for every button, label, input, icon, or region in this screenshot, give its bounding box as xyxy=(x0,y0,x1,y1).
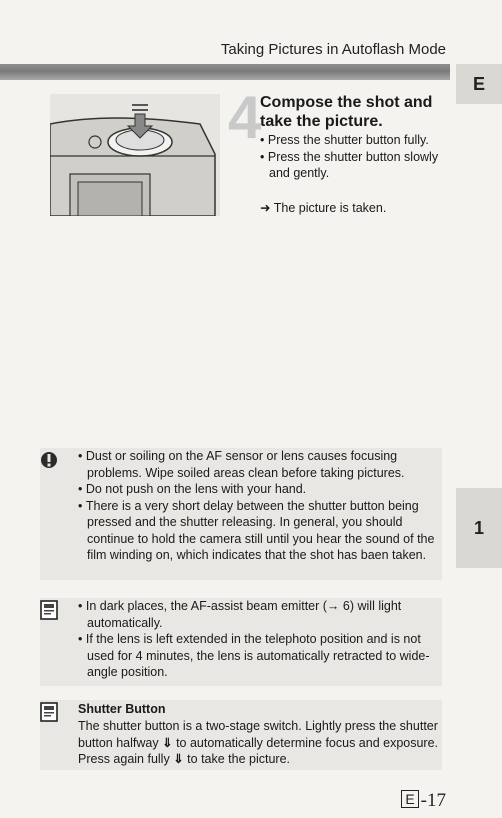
list-item: • Do not push on the lens with your hand. xyxy=(78,481,442,498)
full-press-arrow-icon: ⇓ xyxy=(173,752,184,766)
half-press-arrow-icon: ⇓ xyxy=(162,735,173,750)
shutter-text-part: to automatically determine focus and exposure. Press again fully xyxy=(78,735,439,766)
page-letter: E xyxy=(401,790,418,808)
chapter-tab: 1 xyxy=(456,488,502,568)
memo-icon xyxy=(40,600,58,620)
list-item: • In dark places, the AF-assist beam emitter (→ 6) will light automatically. xyxy=(78,598,442,631)
shutter-note-heading: Shutter Button xyxy=(78,702,166,716)
header-bar xyxy=(0,64,450,80)
shutter-text-part: to take the picture. xyxy=(187,752,291,766)
list-item: • Press the shutter button fully. xyxy=(260,132,450,149)
step-number: 4 xyxy=(228,84,262,151)
shutter-note-text xyxy=(78,718,444,768)
list-item: • Dust or soiling on the AF sensor or lens causes focusing problems. Wipe soiled areas clean before taking pictures. xyxy=(78,448,442,481)
step-result xyxy=(260,200,386,215)
caution-note xyxy=(40,448,442,580)
list-item: • Press the shutter button slowly and gently. xyxy=(260,149,450,182)
shutter-text-part: The shutter button is a two-stage switch. Lightly press the shutter button halfway xyxy=(78,719,438,750)
memo-icon xyxy=(40,702,58,722)
step-title: Compose the shot and take the picture. xyxy=(260,94,433,130)
list-item: • There is a very short delay between the shutter button being pressed and the shutter releasing. In general, you should continue to hold the camera still until you hear the sound of the film winding on, which indicates that the shot has baen taken. xyxy=(78,498,442,564)
right-arrow-icon: ➜ xyxy=(260,201,271,215)
list-item: • If the lens is left extended in the telephoto position and is not used for 4 minutes, the lens is automatically retracted to wide-angle position. xyxy=(78,631,442,681)
step-instructions xyxy=(260,132,450,182)
step-result-text: The picture is taken. xyxy=(273,201,387,215)
page-number-text: -17 xyxy=(420,790,446,811)
camera-illustration xyxy=(50,94,220,216)
page-header-title: Taking Pictures in Autoflash Mode xyxy=(220,41,446,58)
caution-icon xyxy=(40,450,58,470)
language-tab: E xyxy=(456,64,502,104)
info-note xyxy=(40,598,442,686)
shutter-note xyxy=(40,700,442,770)
page-number xyxy=(401,790,446,812)
